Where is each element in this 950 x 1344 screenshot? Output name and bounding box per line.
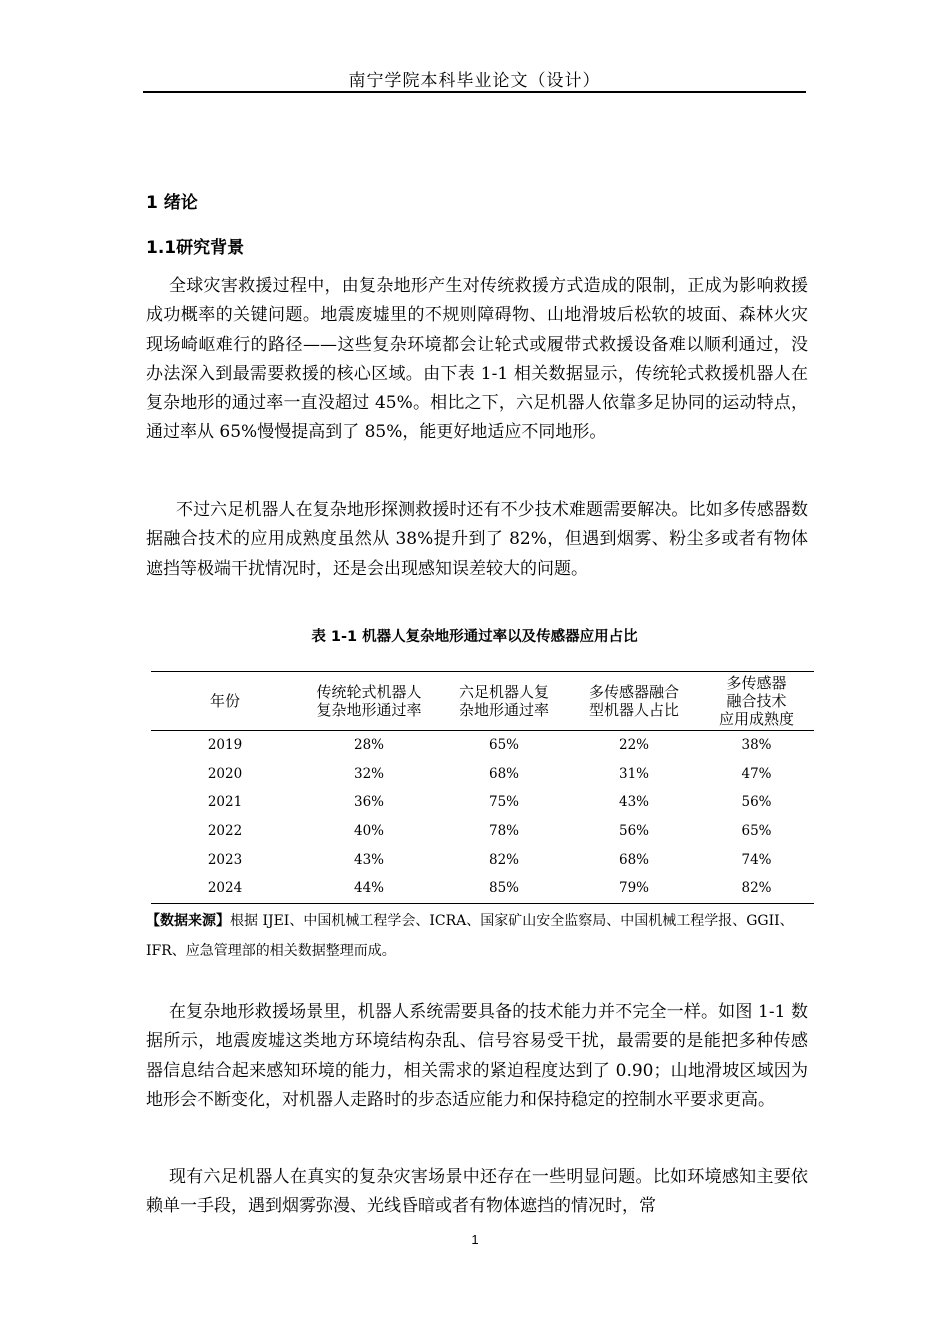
table-cell: 2021 xyxy=(207,794,243,811)
table-cell: 44% xyxy=(299,874,439,903)
table-row xyxy=(151,731,814,760)
table-header-row xyxy=(151,672,814,731)
chapter-heading: 1 绪论 xyxy=(146,193,198,213)
paragraph-background-4: 现有六足机器人在真实的复杂灾害场景中还存在一些明显问题。比如环境感知主要依赖单一手段，遇到烟雾弥漫、光线昏暗或者有物体遮挡的情况时，常 xyxy=(146,1167,808,1217)
table-row xyxy=(151,845,814,874)
table-cell: 68% xyxy=(488,765,519,782)
table-cell: 68% xyxy=(618,851,649,868)
header-text: 多传感器融合 型机器人占比 xyxy=(588,683,679,719)
source-text: 根据 IJEI、中国机械工程学会、ICRA、国家矿山安全监察局、中国机械工程学报、GGII、IFR、应急管理部的相关数据整理而成。 xyxy=(146,913,794,959)
table-cell: 32% xyxy=(353,765,384,782)
table-cell: 75% xyxy=(488,794,519,811)
table-cell: 2019 xyxy=(207,737,243,754)
header-text: 六足机器人复 杂地形通过率 xyxy=(458,683,549,719)
table-cell: 2022 xyxy=(207,823,243,840)
table-cell: 2020 xyxy=(207,765,243,782)
page-number: 1 xyxy=(471,1232,479,1247)
table-header-cell xyxy=(439,672,569,731)
table-cell: 47% xyxy=(741,765,772,782)
table-cell: 56% xyxy=(741,794,772,811)
paragraph-background-1: 全球灾害救援过程中，由复杂地形产生对传统救援方式造成的限制，正成为影响救援成功概率的关键问题。地震废墟里的不规则障碍物、山地滑坡后松软的坡面、森林火灾现场崎岖难行的路径——这些复杂环境都会让轮式或履带式救援设备难以顺利通过，没办法深入到最需要救援的核心区域。由下表 1-1 相关数据显示，传统轮式救援机器人在复杂地形的通过率一直没超过 45%。相比之下，六足机器人依靠多足协同的运动特点，通过率从 65%慢慢提高到了 85%，能更好地适应不同地形。 xyxy=(146,276,808,443)
paragraph-background-3: 在复杂地形救援场景里，机器人系统需要具备的技术能力并不完全一样。如图 1-1 数据所示，地震废墟这类地方环境结构杂乱、信号容易受干扰，最需要的是能把多种传感器信息结合起来感知环境的能力，相关需求的紧迫程度达到了 0.90；山地滑坡区域因为地形会不断变化，对机器人走路时的步态适应能力和保持稳定的控制水平要求更高。 xyxy=(146,1002,808,1110)
table-cell: 65% xyxy=(741,823,772,840)
table-row xyxy=(151,817,814,846)
table-cell: 43% xyxy=(618,794,649,811)
table-caption: 表 1-1 机器人复杂地形通过率以及传感器应用占比 xyxy=(311,629,638,645)
table-cell: 82% xyxy=(488,851,519,868)
table-row xyxy=(151,788,814,817)
header-text: 传统轮式机器人 复杂地形通过率 xyxy=(316,683,422,719)
data-table xyxy=(151,671,814,904)
table-header-cell xyxy=(299,672,439,731)
table-cell: 31% xyxy=(618,765,649,782)
table-header-cell xyxy=(569,672,699,731)
table-cell: 36% xyxy=(353,794,384,811)
header-rule xyxy=(143,91,806,93)
table-header-cell: 年份 xyxy=(151,672,299,731)
table-cell: 82% xyxy=(699,874,814,903)
table-source-note xyxy=(146,906,808,966)
source-label: 【数据来源】 xyxy=(146,913,230,929)
table-cell: 2023 xyxy=(207,851,243,868)
header-text: 多传感器 融合技术 应用成熟度 xyxy=(718,674,794,728)
table-cell: 65% xyxy=(488,737,519,754)
section-heading: 1.1研究背景 xyxy=(146,238,245,258)
table-cell: 28% xyxy=(353,737,384,754)
table-cell: 78% xyxy=(488,823,519,840)
running-header: 南宁学院本科毕业论文（设计） xyxy=(348,71,601,91)
table-cell: 40% xyxy=(353,823,384,840)
table-cell: 43% xyxy=(353,851,384,868)
table-cell: 38% xyxy=(741,737,772,754)
table-row xyxy=(151,874,814,903)
table-cell: 2024 xyxy=(151,874,299,903)
table-cell: 85% xyxy=(439,874,569,903)
table-cell: 74% xyxy=(741,851,772,868)
table-row xyxy=(151,760,814,789)
table-cell: 56% xyxy=(618,823,649,840)
paragraph-background-2: 不过六足机器人在复杂地形探测救援时还有不少技术难题需要解决。比如多传感器数据融合技术的应用成熟度虽然从 38%提升到了 82%，但遇到烟雾、粉尘多或者有物体遮挡等极端干扰情况时，还是会出现感知误差较大的问题。 xyxy=(146,500,808,579)
table-cell: 79% xyxy=(569,874,699,903)
table-header-cell xyxy=(699,672,814,731)
table-cell: 22% xyxy=(618,737,649,754)
